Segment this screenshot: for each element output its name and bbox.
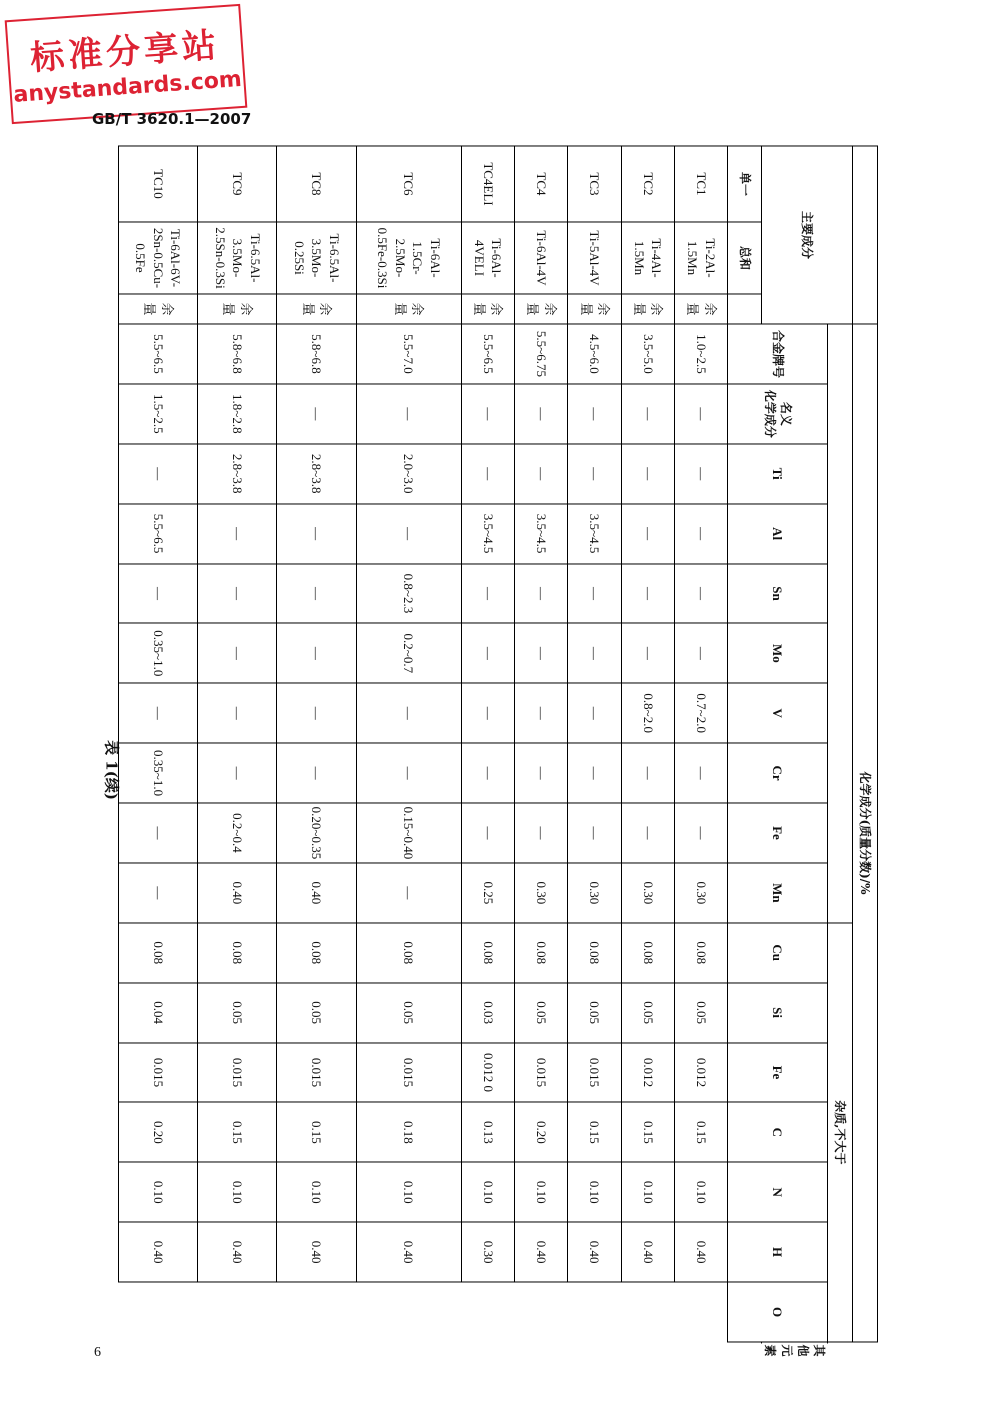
main-value-cell: — bbox=[461, 803, 514, 863]
grade-cell: TC8 bbox=[277, 146, 356, 222]
table-row bbox=[277, 146, 356, 1342]
impurity-value-cell: 0.15 bbox=[277, 1102, 356, 1162]
main-value-cell: — bbox=[568, 683, 621, 743]
impurity-value-cell: 0.10 bbox=[515, 1162, 568, 1222]
main-value-cell: 3.5~4.5 bbox=[515, 504, 568, 564]
impurity-value-cell: 0.15 bbox=[198, 1102, 277, 1162]
impurity-value-cell: 0.015 bbox=[515, 1043, 568, 1103]
main-value-cell: — bbox=[621, 444, 674, 504]
impurity-value-cell: 0.05 bbox=[515, 983, 568, 1043]
impurity-value-cell: 0.10 bbox=[674, 1162, 727, 1222]
main-value-cell: 5.5~6.5 bbox=[461, 324, 514, 384]
main-value-cell: 3.5~4.5 bbox=[568, 504, 621, 564]
impurity-value-cell: 0.05 bbox=[568, 983, 621, 1043]
main-value-cell: — bbox=[198, 683, 277, 743]
grade-cell: TC4ELI bbox=[461, 146, 514, 222]
impurity-value-cell: 0.012 bbox=[674, 1043, 727, 1103]
nominal-cell: Ti-6Al-4V bbox=[515, 222, 568, 294]
impurity-value-cell: 0.40 bbox=[277, 1222, 356, 1282]
grade-cell: TC2 bbox=[621, 146, 674, 222]
page-number: 6 bbox=[94, 1345, 101, 1360]
main-value-cell: — bbox=[198, 564, 277, 624]
impurity-value-cell: 0.08 bbox=[277, 923, 356, 983]
table-caption: 表 1(续) bbox=[102, 740, 121, 800]
impurity-value-cell: 0.08 bbox=[568, 923, 621, 983]
main-value-cell: — bbox=[674, 743, 727, 803]
main-value-cell: — bbox=[515, 803, 568, 863]
impurity-value-cell: 0.10 bbox=[356, 1162, 461, 1222]
impurity-value-cell: 0.015 bbox=[198, 1043, 277, 1103]
main-value-cell: 3.5~5.0 bbox=[621, 324, 674, 384]
impurity-value-cell: 0.012 0 bbox=[461, 1043, 514, 1103]
main-value-cell: — bbox=[674, 803, 727, 863]
main-value-cell: — bbox=[568, 444, 621, 504]
main-value-cell: 余量 bbox=[356, 294, 461, 324]
spacer-cell-2 bbox=[828, 324, 853, 923]
impurity-value-cell: 0.08 bbox=[198, 923, 277, 983]
impurity-value-cell: 0.30 bbox=[621, 863, 674, 923]
header-el-ti: Ti bbox=[728, 444, 828, 504]
header-grade: 合金牌号 bbox=[728, 324, 828, 384]
impurity-value-cell: — bbox=[356, 863, 461, 923]
main-value-cell: — bbox=[621, 384, 674, 444]
impurity-value-cell: 0.10 bbox=[568, 1162, 621, 1222]
main-value-cell: — bbox=[568, 564, 621, 624]
main-value-cell: 1.0~2.5 bbox=[674, 324, 727, 384]
header-imp-c: C bbox=[728, 1102, 828, 1162]
nominal-cell: Ti-6Al-1.5Cr-2.5Mo-0.5Fe-0.3Si bbox=[356, 222, 461, 294]
main-value-cell: — bbox=[277, 743, 356, 803]
header-el-fe: Fe bbox=[728, 803, 828, 863]
header-el-sn: Sn bbox=[728, 564, 828, 624]
impurity-value-cell: 0.08 bbox=[674, 923, 727, 983]
main-value-cell: — bbox=[568, 803, 621, 863]
grade-cell: TC9 bbox=[198, 146, 277, 222]
nominal-cell: Ti-2Al-1.5Mn bbox=[674, 222, 727, 294]
main-value-cell: — bbox=[674, 444, 727, 504]
main-value-cell: 1.8~2.8 bbox=[198, 384, 277, 444]
standard-code: GB/T 3620.1—2007 bbox=[92, 110, 252, 128]
main-value-cell: — bbox=[119, 803, 198, 863]
main-value-cell: 0.2~0.4 bbox=[198, 803, 277, 863]
impurity-value-cell: 0.08 bbox=[621, 923, 674, 983]
table-row bbox=[198, 146, 277, 1342]
nominal-cell: Ti-6.5Al-3.5Mo-0.25Si bbox=[277, 222, 356, 294]
main-value-cell: — bbox=[674, 384, 727, 444]
grade-cell: TC6 bbox=[356, 146, 461, 222]
main-value-cell: 0.7~2.0 bbox=[674, 683, 727, 743]
impurity-value-cell: 0.15 bbox=[674, 1102, 727, 1162]
stamp-url: anystandards.com bbox=[12, 66, 243, 108]
header-el-v: V bbox=[728, 683, 828, 743]
main-value-cell: 0.8~2.3 bbox=[356, 564, 461, 624]
nominal-cell: Ti-6Al-4VELI bbox=[461, 222, 514, 294]
header-impurity: 杂质,不大于 bbox=[828, 923, 853, 1342]
impurity-value-cell: 0.015 bbox=[119, 1043, 198, 1103]
impurity-value-cell: 0.15 bbox=[568, 1102, 621, 1162]
table-row bbox=[515, 146, 568, 1342]
main-value-cell: 5.5~6.5 bbox=[119, 504, 198, 564]
nominal-cell: Ti-6.5Al-3.5Mo-2.5Sn-0.3Si bbox=[198, 222, 277, 294]
main-value-cell: — bbox=[119, 564, 198, 624]
table-row bbox=[356, 146, 461, 1342]
main-value-cell: — bbox=[461, 384, 514, 444]
main-value-cell: — bbox=[198, 504, 277, 564]
main-value-cell: 5.8~6.8 bbox=[198, 324, 277, 384]
main-value-cell: — bbox=[119, 683, 198, 743]
impurity-value-cell: 0.40 bbox=[515, 1222, 568, 1282]
main-value-cell: — bbox=[461, 623, 514, 683]
grade-cell: TC3 bbox=[568, 146, 621, 222]
main-value-cell: — bbox=[621, 803, 674, 863]
spacer-cell bbox=[853, 146, 878, 324]
impurity-value-cell: — bbox=[119, 863, 198, 923]
main-value-cell: — bbox=[277, 384, 356, 444]
main-value-cell: 余量 bbox=[568, 294, 621, 324]
header-nominal-a: 名义 bbox=[778, 401, 793, 426]
main-value-cell: 余量 bbox=[461, 294, 514, 324]
impurity-value-cell: 0.20 bbox=[119, 1102, 198, 1162]
impurity-value-cell: 0.40 bbox=[356, 1222, 461, 1282]
impurity-value-cell: 0.10 bbox=[621, 1162, 674, 1222]
main-value-cell: — bbox=[515, 384, 568, 444]
header-el-mn: Mn bbox=[728, 863, 828, 923]
main-value-cell: — bbox=[621, 623, 674, 683]
header-imp-h: H bbox=[728, 1222, 828, 1282]
main-value-cell: 0.15~0.40 bbox=[356, 803, 461, 863]
main-value-cell: 0.35~1.0 bbox=[119, 743, 198, 803]
main-value-cell: 余量 bbox=[674, 294, 727, 324]
impurity-value-cell: 0.20 bbox=[515, 1102, 568, 1162]
impurity-value-cell: 0.05 bbox=[674, 983, 727, 1043]
main-value-cell: — bbox=[356, 743, 461, 803]
header-imp-n: N bbox=[728, 1162, 828, 1222]
header-el-cu: Cu bbox=[728, 923, 828, 983]
impurity-value-cell: 0.05 bbox=[198, 983, 277, 1043]
main-value-cell: 2.8~3.8 bbox=[198, 444, 277, 504]
impurity-value-cell: 0.10 bbox=[198, 1162, 277, 1222]
header-chem: 化学成分(质量分数)/% bbox=[853, 324, 878, 1342]
composition-table: 化学成分(质量分数)/% 主要成分 杂质,不大于 合金牌号 名义 化学成分 Ti Al Sn Mo V Cr Fe Mn Cu Si Fe C N H O 其他元素 单一 总和 TC1 Ti-2Al-1.5Mn 余量 1.0~2.5 — — — — — 0.7~2.0 — — 0.30 0.08 0.05 0.012 0.15 0.10 0.40 TC2 Ti-4Al-1.5Mn 余量 3.5~5.0 — — — — — 0.8~2.0 — — 0.30 0.08 0.05 0.012 0.15 0.10 0.40 TC3 Ti-5Al-4V 余量 4.5~6.0 — — 3.5~4.5 — — — — — 0.30 0.08 0.05 0.015 0.15 0.10 0.40 TC4 Ti-6Al-4V 余量 5.5~6.75 — — 3.5~4.5 — — — — — 0.30 0.08 0.05 0.015 0.20 0.10 0.40 TC4ELI Ti-6Al-4VELI 余量 5.5~6.5 — — 3.5~4.5 — — — — — 0.25 0.08 0.03 0.012 0 0.13 0.10 0.30 TC6 Ti-6Al-1.5Cr-2.5Mo-0.5Fe-0.3Si 余量 5.5~7.0 — 2.0~3.0 — 0.8~2.3 0.2~0.7 — — 0.15~0.40 — 0.08 0.05 0.015 0.18 0.10 0.40 TC8 Ti-6.5Al-3.5Mo-0.25Si 余量 5.8~6.8 — 2.8~3.8 — — — — — 0.20~0.35 0.40 0.08 0.05 0.015 0.15 0.10 0.40 TC9 Ti-6.5Al-3.5Mo-2.5Sn-0.3Si 余量 5.8~6.8 1.8~2.8 2.8~3.8 — — — — — 0.2~0.4 0.40 0.08 0.05 0.015 0.15 0.10 0.40 TC10 Ti-6Al-6V-2Sn-0.5Cu-0.5Fe 余量 5.5~6.5 1.5~2.5 — 5.5~6.5 — 0.35~1.0 — 0.35~1.0 — — 0.08 0.04 0.015 0.20 0.10 0.40 bbox=[118, 145, 878, 1342]
impurity-value-cell: 0.30 bbox=[674, 863, 727, 923]
impurity-value-cell: 0.30 bbox=[515, 863, 568, 923]
table-row bbox=[674, 146, 727, 1342]
header-el-cr: Cr bbox=[728, 743, 828, 803]
table-row bbox=[461, 146, 514, 1342]
impurity-value-cell: 0.05 bbox=[356, 983, 461, 1043]
main-value-cell: — bbox=[568, 623, 621, 683]
header-nominal bbox=[728, 384, 828, 444]
main-value-cell: — bbox=[461, 564, 514, 624]
header-imp-o: O bbox=[728, 1282, 828, 1342]
main-value-cell: — bbox=[119, 444, 198, 504]
impurity-value-cell: 0.05 bbox=[621, 983, 674, 1043]
main-value-cell: 2.0~3.0 bbox=[356, 444, 461, 504]
main-value-cell: 余量 bbox=[277, 294, 356, 324]
impurity-value-cell: 0.40 bbox=[277, 863, 356, 923]
nominal-cell: Ti-5Al-4V bbox=[568, 222, 621, 294]
main-value-cell: 5.5~6.5 bbox=[119, 324, 198, 384]
main-value-cell: — bbox=[277, 504, 356, 564]
impurity-value-cell: 0.08 bbox=[515, 923, 568, 983]
main-value-cell: 1.5~2.5 bbox=[119, 384, 198, 444]
grade-cell: TC4 bbox=[515, 146, 568, 222]
main-value-cell: 5.8~6.8 bbox=[277, 324, 356, 384]
header-main: 主要成分 bbox=[762, 146, 853, 324]
main-value-cell: 5.5~6.75 bbox=[515, 324, 568, 384]
main-value-cell: — bbox=[515, 683, 568, 743]
header-el-mo: Mo bbox=[728, 623, 828, 683]
main-value-cell: — bbox=[621, 564, 674, 624]
main-value-cell: — bbox=[356, 504, 461, 564]
main-value-cell: 余量 bbox=[621, 294, 674, 324]
main-value-cell: — bbox=[461, 444, 514, 504]
impurity-value-cell: 0.40 bbox=[119, 1222, 198, 1282]
impurity-value-cell: 0.10 bbox=[461, 1162, 514, 1222]
main-value-cell: — bbox=[674, 623, 727, 683]
main-value-cell: 5.5~7.0 bbox=[356, 324, 461, 384]
grade-cell: TC10 bbox=[119, 146, 198, 222]
impurity-value-cell: 0.40 bbox=[568, 1222, 621, 1282]
header-imp-fe: Fe bbox=[728, 1043, 828, 1103]
impurity-value-cell: 0.015 bbox=[277, 1043, 356, 1103]
impurity-value-cell: 0.015 bbox=[356, 1043, 461, 1103]
main-value-cell: — bbox=[277, 564, 356, 624]
main-value-cell: 4.5~6.0 bbox=[568, 324, 621, 384]
main-value-cell: — bbox=[198, 743, 277, 803]
impurity-value-cell: 0.015 bbox=[568, 1043, 621, 1103]
main-value-cell: — bbox=[621, 504, 674, 564]
impurity-value-cell: 0.18 bbox=[356, 1102, 461, 1162]
main-value-cell: — bbox=[568, 384, 621, 444]
impurity-value-cell: 0.30 bbox=[568, 863, 621, 923]
impurity-value-cell: 0.012 bbox=[621, 1043, 674, 1103]
main-value-cell: 0.8~2.0 bbox=[621, 683, 674, 743]
impurity-value-cell: 0.15 bbox=[621, 1102, 674, 1162]
header-total: 总和 bbox=[728, 222, 762, 294]
impurity-value-cell: 0.40 bbox=[621, 1222, 674, 1282]
main-value-cell: — bbox=[198, 623, 277, 683]
header-nominal-b: 化学成分 bbox=[762, 389, 777, 438]
impurity-value-cell: 0.13 bbox=[461, 1102, 514, 1162]
impurity-value-cell: 0.08 bbox=[356, 923, 461, 983]
impurity-value-cell: 0.30 bbox=[461, 1222, 514, 1282]
main-value-cell: — bbox=[674, 564, 727, 624]
main-value-cell: — bbox=[277, 623, 356, 683]
watermark-stamp bbox=[5, 4, 248, 124]
table-row bbox=[621, 146, 674, 1342]
main-value-cell: 余量 bbox=[515, 294, 568, 324]
header-el-si: Si bbox=[728, 983, 828, 1043]
grade-cell: TC1 bbox=[674, 146, 727, 222]
main-value-cell: — bbox=[515, 623, 568, 683]
impurity-value-cell: 0.10 bbox=[119, 1162, 198, 1222]
stamp-title: 标准分享站 bbox=[28, 25, 222, 79]
table-row bbox=[119, 146, 198, 1342]
main-value-cell: — bbox=[356, 683, 461, 743]
header-single: 单一 bbox=[728, 146, 762, 222]
main-value-cell: 0.20~0.35 bbox=[277, 803, 356, 863]
impurity-value-cell: 0.40 bbox=[198, 863, 277, 923]
header-el-al: Al bbox=[728, 504, 828, 564]
main-value-cell: — bbox=[568, 743, 621, 803]
table-row bbox=[568, 146, 621, 1342]
impurity-value-cell: 0.05 bbox=[277, 983, 356, 1043]
nominal-cell: Ti-6Al-6V-2Sn-0.5Cu-0.5Fe bbox=[119, 222, 198, 294]
nominal-cell: Ti-4Al-1.5Mn bbox=[621, 222, 674, 294]
main-value-cell: — bbox=[515, 444, 568, 504]
impurity-value-cell: 0.08 bbox=[119, 923, 198, 983]
main-value-cell: 0.35~1.0 bbox=[119, 623, 198, 683]
main-value-cell: — bbox=[515, 743, 568, 803]
impurity-value-cell: 0.40 bbox=[198, 1222, 277, 1282]
main-value-cell: — bbox=[515, 564, 568, 624]
impurity-value-cell: 0.04 bbox=[119, 983, 198, 1043]
main-value-cell: 2.8~3.8 bbox=[277, 444, 356, 504]
impurity-value-cell: 0.10 bbox=[277, 1162, 356, 1222]
impurity-value-cell: 0.25 bbox=[461, 863, 514, 923]
main-value-cell: 0.2~0.7 bbox=[356, 623, 461, 683]
main-value-cell: — bbox=[356, 384, 461, 444]
main-value-cell: — bbox=[461, 683, 514, 743]
main-value-cell: — bbox=[674, 504, 727, 564]
main-value-cell: 余量 bbox=[119, 294, 198, 324]
impurity-value-cell: 0.08 bbox=[461, 923, 514, 983]
impurity-value-cell: 0.03 bbox=[461, 983, 514, 1043]
table-wrap bbox=[118, 156, 878, 1357]
main-value-cell: — bbox=[461, 743, 514, 803]
main-value-cell: 3.5~4.5 bbox=[461, 504, 514, 564]
main-value-cell: — bbox=[277, 683, 356, 743]
main-value-cell: 余量 bbox=[198, 294, 277, 324]
main-value-cell: — bbox=[621, 743, 674, 803]
impurity-value-cell: 0.40 bbox=[674, 1222, 727, 1282]
